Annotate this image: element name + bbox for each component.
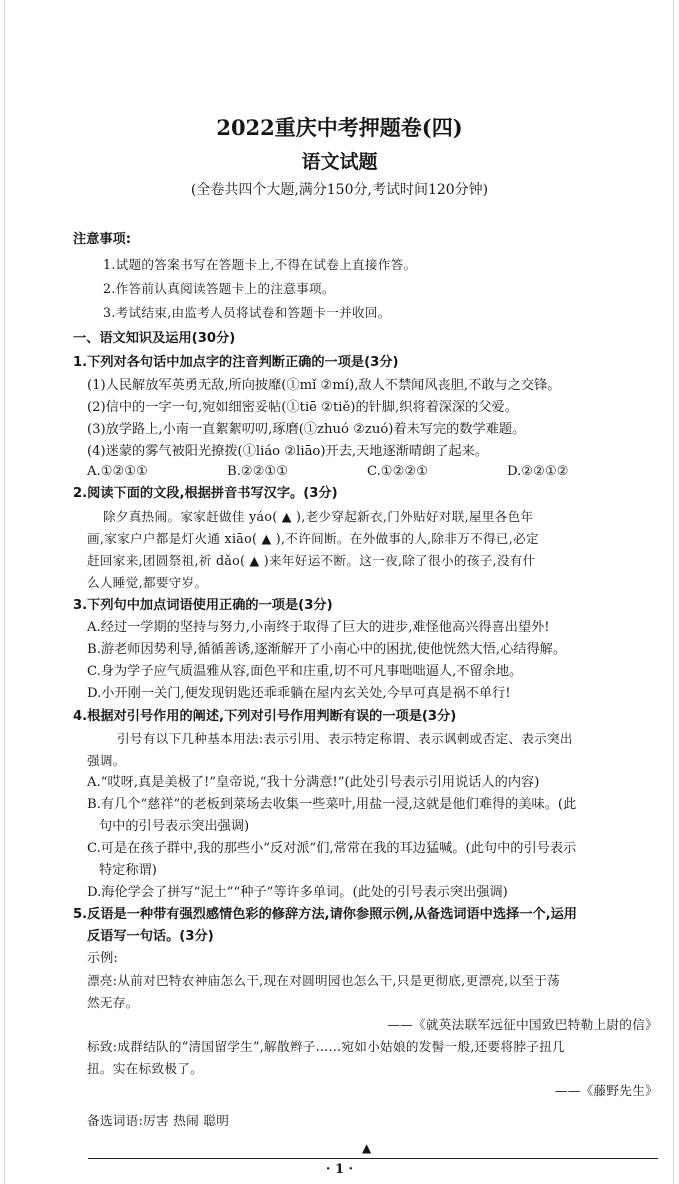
- q5-source: ——《藤野先生》: [554, 1083, 658, 1098]
- q1-stem: 1.下列对各句话中加点字的注音判断正确的一项是(3分): [73, 355, 399, 370]
- scan-edge-left: [4, 0, 5, 1184]
- exam-info: (全卷共四个大题,满分150分,考试时间120分钟): [190, 182, 489, 198]
- q1-line: (3)放学路上,小南一直絮絮叨叨,琢磨(①zhuó ②zuó)着未写完的数学难题。: [87, 422, 526, 437]
- q4-intro: 强调。: [87, 753, 126, 768]
- notice-item: 1.试题的答案书写在答题卡上,不得在试卷上直接作答。: [103, 257, 417, 272]
- q1-option: A.①②①①: [87, 464, 149, 479]
- answer-marker-icon: ▲: [362, 1141, 372, 1155]
- q4-option: A.“哎呀,真是美极了!”皇帝说,“我十分满意!”(此处引号表示引用说话人的内容): [87, 775, 540, 790]
- q3-option: D.小开刚一关门,便发现钥匙还乖乖躺在屋内玄关处,今早可真是祸不单行!: [87, 686, 511, 701]
- q4-option: D.海伦学会了拼写“泥土”“种子”等许多单词。(此处的引号表示突出强调): [87, 885, 508, 900]
- exam-title: 2022重庆中考押题卷(四): [216, 115, 463, 140]
- q4-option-cont: 特定称谓): [99, 863, 157, 878]
- q2-passage-line: 么人睡觉,都要守岁。: [87, 575, 208, 590]
- q4-option: B.有几个“慈祥”的老板到菜场去收集一些菜叶,用盐一浸,这就是他们难得的美味。(此: [87, 797, 577, 812]
- q1-option: C.①②②①: [367, 464, 429, 479]
- exam-subject: 语文试题: [301, 151, 378, 173]
- q2-stem: 2.阅读下面的文段,根据拼音书写汉字。(3分): [73, 486, 338, 501]
- q4-stem: 4.根据对引号作用的阐述,下列对引号作用判断有误的一项是(3分): [73, 709, 457, 724]
- q5-example-line: 标致:成群结队的“清国留学生”,解散辫子……宛如小姑娘的发髻一般,还要将脖子扭几: [87, 1039, 565, 1054]
- q5-example-line: 然无存。: [87, 995, 139, 1010]
- q5-example-line: 扭。实在标致极了。: [87, 1061, 204, 1076]
- q3-option: C.身为学子应气质温雅从容,面色平和庄重,切不可凡事咄咄逼人,不留余地。: [87, 664, 523, 679]
- q2-passage-line: 除夕真热闹。家家赶做佳 yáo( ▲ ),老少穿起新衣,门外贴好对联,屋里各色年: [103, 509, 534, 524]
- q5-stem: 5.反语是一种带有强烈感情色彩的修辞方法,请你参照示例,从备选词语中选择一个,运用: [73, 907, 577, 922]
- q5-example-line: 漂亮:从前对巴特农神庙怎么干,现在对圆明园也怎么干,只是更彻底,更漂亮,以至于荡: [87, 973, 561, 988]
- q2-passage-line: 赶回家来,团圆祭祖,祈 dǎo( ▲ )来年好运不断。这一夜,除了很小的孩子,没有什: [87, 553, 536, 568]
- q1-line: (4)迷蒙的雾气被阳光撩拨(①liáo ②liāo)开去,天地逐渐晴朗了起来。: [87, 444, 488, 459]
- q5-stem-cont: 反语写一句话。(3分): [87, 929, 214, 944]
- q5-candidate-words: 备选词语:厉害 热闹 聪明: [87, 1113, 230, 1128]
- q5-source: ——《就英法联军远征中国致巴特勒上尉的信》: [387, 1017, 658, 1032]
- q1-option: D.②②①②: [507, 464, 569, 479]
- notice-item: 2.作答前认真阅读答题卡上的注意事项。: [103, 281, 335, 296]
- q1-option: B.②②①①: [227, 464, 289, 479]
- q2-passage-line: 画,家家户户都是灯火通 xiāo( ▲ ),不许间断。在外做事的人,除非万不得已,必定: [87, 531, 539, 546]
- section-heading: 一、语文知识及运用(30分): [73, 331, 236, 346]
- notice-heading: 注意事项:: [73, 232, 132, 247]
- q1-line: (2)信中的一字一句,宛如细密妥帖(①tiē ②tiě)的针脚,织将着深深的父爱。: [87, 400, 518, 415]
- q3-option: A.经过一学期的坚持与努力,小南终于取得了巨大的进步,难怪他高兴得喜出望外!: [87, 620, 550, 635]
- q5-example-label: 示例:: [87, 951, 118, 966]
- q4-option: C.可是在孩子群中,我的那些小“反对派”们,常常在我的耳边猛喊。(此句中的引号表示: [87, 841, 577, 856]
- q4-option-cont: 句中的引号表示突出强调): [99, 819, 250, 834]
- footer-divider: [88, 1158, 658, 1159]
- q4-intro: 引号有以下几种基本用法:表示引用、表示特定称谓、表示讽刺或否定、表示突出: [117, 731, 573, 746]
- q1-line: (1)人民解放军英勇无敌,所向披靡(①mǐ ②mí),敌人不禁闻风丧胆,不敢与之交锋。: [87, 378, 561, 393]
- scan-edge-right: [673, 0, 674, 1184]
- q3-stem: 3.下列句中加点词语使用正确的一项是(3分): [73, 598, 333, 613]
- page-number: · 1 ·: [325, 1162, 354, 1177]
- q3-option: B.游老师因势利导,循循善诱,逐渐解开了小南心中的困扰,使他恍然大悟,心结得解。: [87, 642, 567, 657]
- notice-item: 3.考试结束,由监考人员将试卷和答题卡一并收回。: [103, 305, 391, 320]
